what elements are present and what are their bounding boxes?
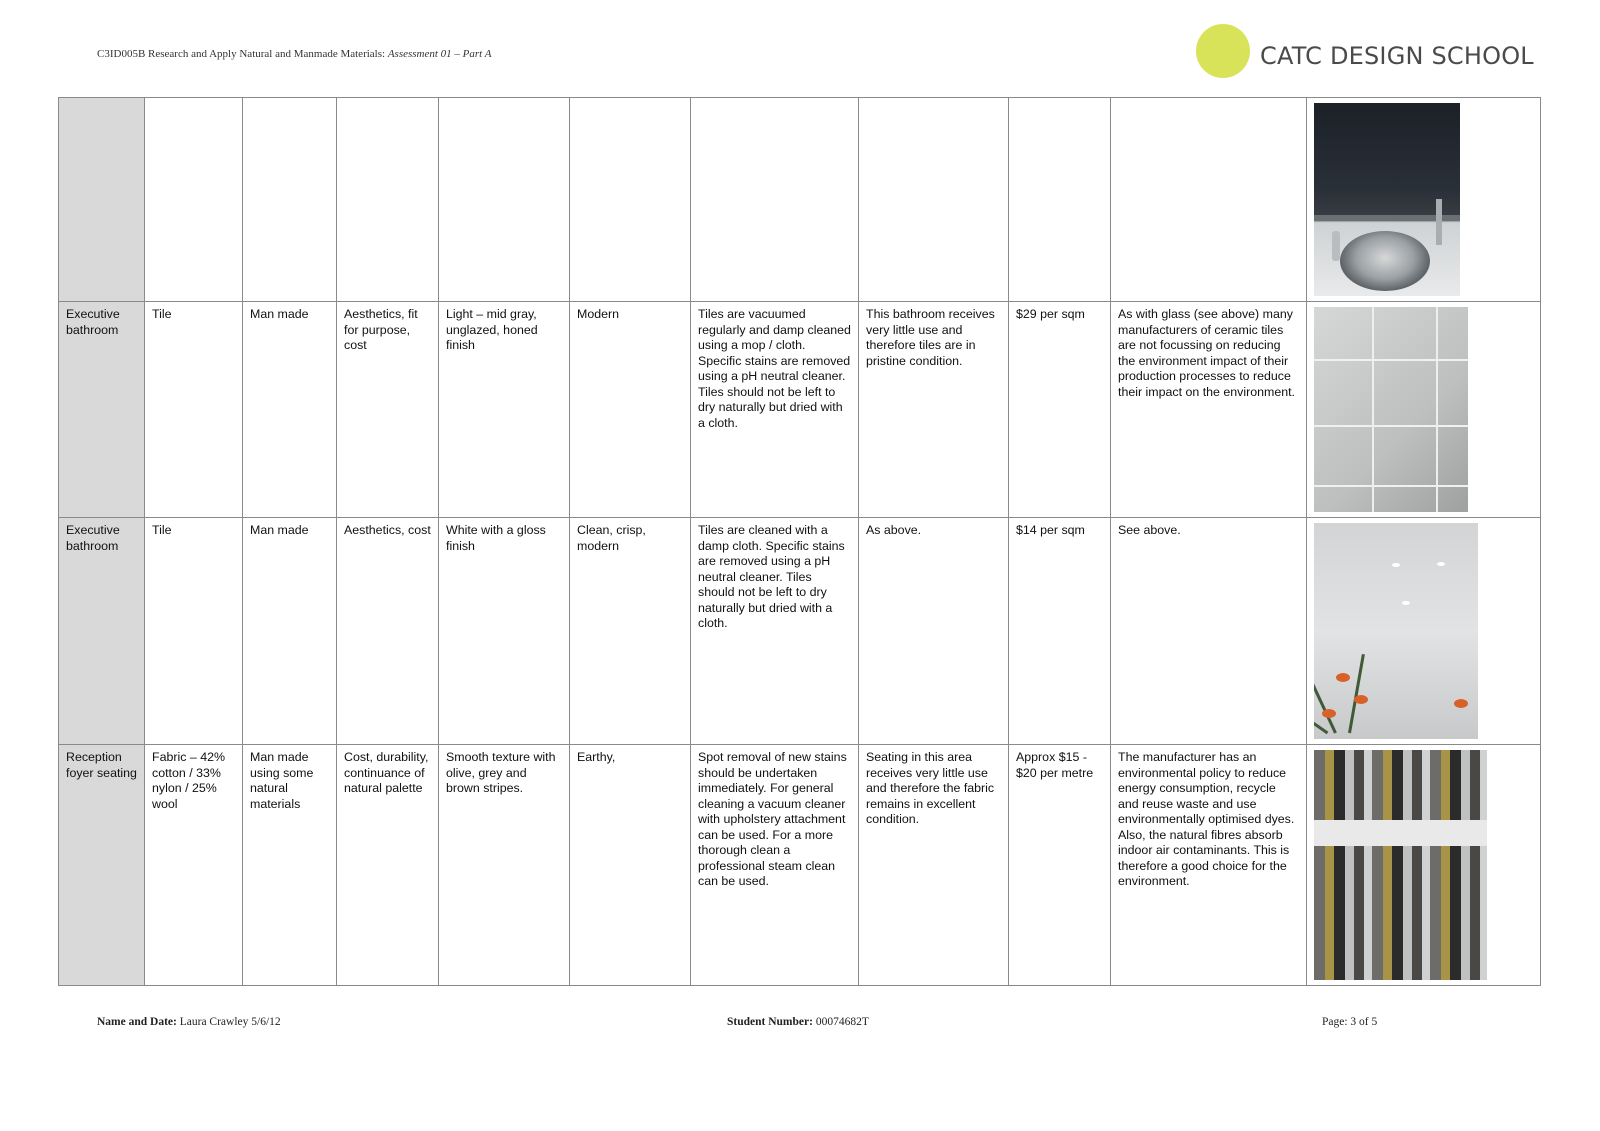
table-row	[59, 518, 1541, 745]
reasons-cell: Aesthetics, fit for purpose, cost	[337, 302, 439, 518]
maintenance-cell	[691, 98, 859, 302]
image-cell	[1307, 518, 1541, 745]
assessment-label: Assessment 01 – Part A	[387, 48, 492, 60]
name-date-value: Laura Crawley 5/6/12	[179, 1016, 281, 1028]
environment-cell: As with glass (see above) many manufacturers of ceramic tiles are not focussing on reducing the environment impact of their production processes to reduce their impact on the environment.	[1111, 302, 1307, 518]
condition-cell	[859, 98, 1009, 302]
style-cell	[570, 98, 691, 302]
table-row	[59, 745, 1541, 986]
space-cell: Executive bathroom	[59, 518, 145, 745]
reasons-cell: Aesthetics, cost	[337, 518, 439, 745]
environment-cell: The manufacturer has an environmental policy to reduce energy consumption, recycle and reuse waste and use environmentally optimised dyes. Also, the natural fibres absorb indoor air contaminants. This is therefore a good choice for the environment.	[1111, 745, 1307, 986]
style-cell: Earthy,	[570, 745, 691, 986]
student-number-value: 00074682T	[815, 1016, 869, 1028]
style-cell: Modern	[570, 302, 691, 518]
student-number-label: Student Number:	[727, 1016, 813, 1028]
white-tile-photo	[1314, 523, 1478, 739]
type-cell: Man made using some natural materials	[243, 745, 337, 986]
material-cell: Tile	[145, 302, 243, 518]
condition-cell: Seating in this area receives very little use and therefore the fabric remains in excellent condition.	[859, 745, 1009, 986]
reasons-cell	[337, 98, 439, 302]
type-cell: Man made	[243, 518, 337, 745]
logo-circle-icon	[1196, 24, 1250, 78]
cost-cell: $14 per sqm	[1009, 518, 1111, 745]
space-cell: Reception foyer seating	[59, 745, 145, 986]
name-date-label: Name and Date:	[97, 1016, 177, 1028]
material-cell: Tile	[145, 518, 243, 745]
footer-page-number	[1322, 1016, 1377, 1028]
condition-cell: This bathroom receives very little use and therefore tiles are in pristine condition.	[859, 302, 1009, 518]
table-row	[59, 302, 1541, 518]
reasons-cell: Cost, durability, continuance of natural palette	[337, 745, 439, 986]
maintenance-cell: Tiles are cleaned with a damp cloth. Specific stains are removed using a pH neutral cleaner. Tiles should not be left to dry naturally but dried with a cloth.	[691, 518, 859, 745]
cost-cell: Approx $15 - $20 per metre	[1009, 745, 1111, 986]
colour-texture-cell: Smooth texture with olive, grey and brown stripes.	[439, 745, 570, 986]
maintenance-cell: Tiles are vacuumed regularly and damp cleaned using a mop / cloth. Specific stains are removed using a pH neutral cleaner. Tiles should not be left to dry naturally but dried with a cloth.	[691, 302, 859, 518]
course-title: C3ID005B Research and Apply Natural and Manmade Materials:	[97, 48, 386, 60]
colour-texture-cell	[439, 98, 570, 302]
maintenance-cell: Spot removal of new stains should be undertaken immediately. For general cleaning a vacuum cleaner with upholstery attachment can be used. For a more thorough clean a professional steam clean can be used.	[691, 745, 859, 986]
image-cell	[1307, 98, 1541, 302]
image-cell	[1307, 745, 1541, 986]
footer-student-number	[727, 1016, 869, 1028]
sink-photo	[1314, 103, 1460, 296]
striped-fabric-photo	[1314, 750, 1487, 980]
table-row	[59, 98, 1541, 302]
logo-text: CATC DESIGN SCHOOL	[1260, 42, 1534, 70]
cost-cell: $29 per sqm	[1009, 302, 1111, 518]
style-cell: Clean, crisp, modern	[570, 518, 691, 745]
material-cell: Fabric – 42% cotton / 33% nylon / 25% wool	[145, 745, 243, 986]
course-header	[97, 48, 492, 60]
school-logo	[1196, 24, 1534, 80]
footer-name-date	[97, 1016, 281, 1028]
environment-cell	[1111, 98, 1307, 302]
colour-texture-cell: White with a gloss finish	[439, 518, 570, 745]
condition-cell: As above.	[859, 518, 1009, 745]
material-cell	[145, 98, 243, 302]
space-cell	[59, 98, 145, 302]
colour-texture-cell: Light – mid gray, unglazed, honed finish	[439, 302, 570, 518]
environment-cell: See above.	[1111, 518, 1307, 745]
type-cell: Man made	[243, 302, 337, 518]
cost-cell	[1009, 98, 1111, 302]
image-cell	[1307, 302, 1541, 518]
space-cell: Executive bathroom	[59, 302, 145, 518]
type-cell	[243, 98, 337, 302]
page-number: Page: 3 of 5	[1322, 1016, 1378, 1028]
grey-tile-photo	[1314, 307, 1468, 512]
materials-table	[58, 97, 1541, 986]
